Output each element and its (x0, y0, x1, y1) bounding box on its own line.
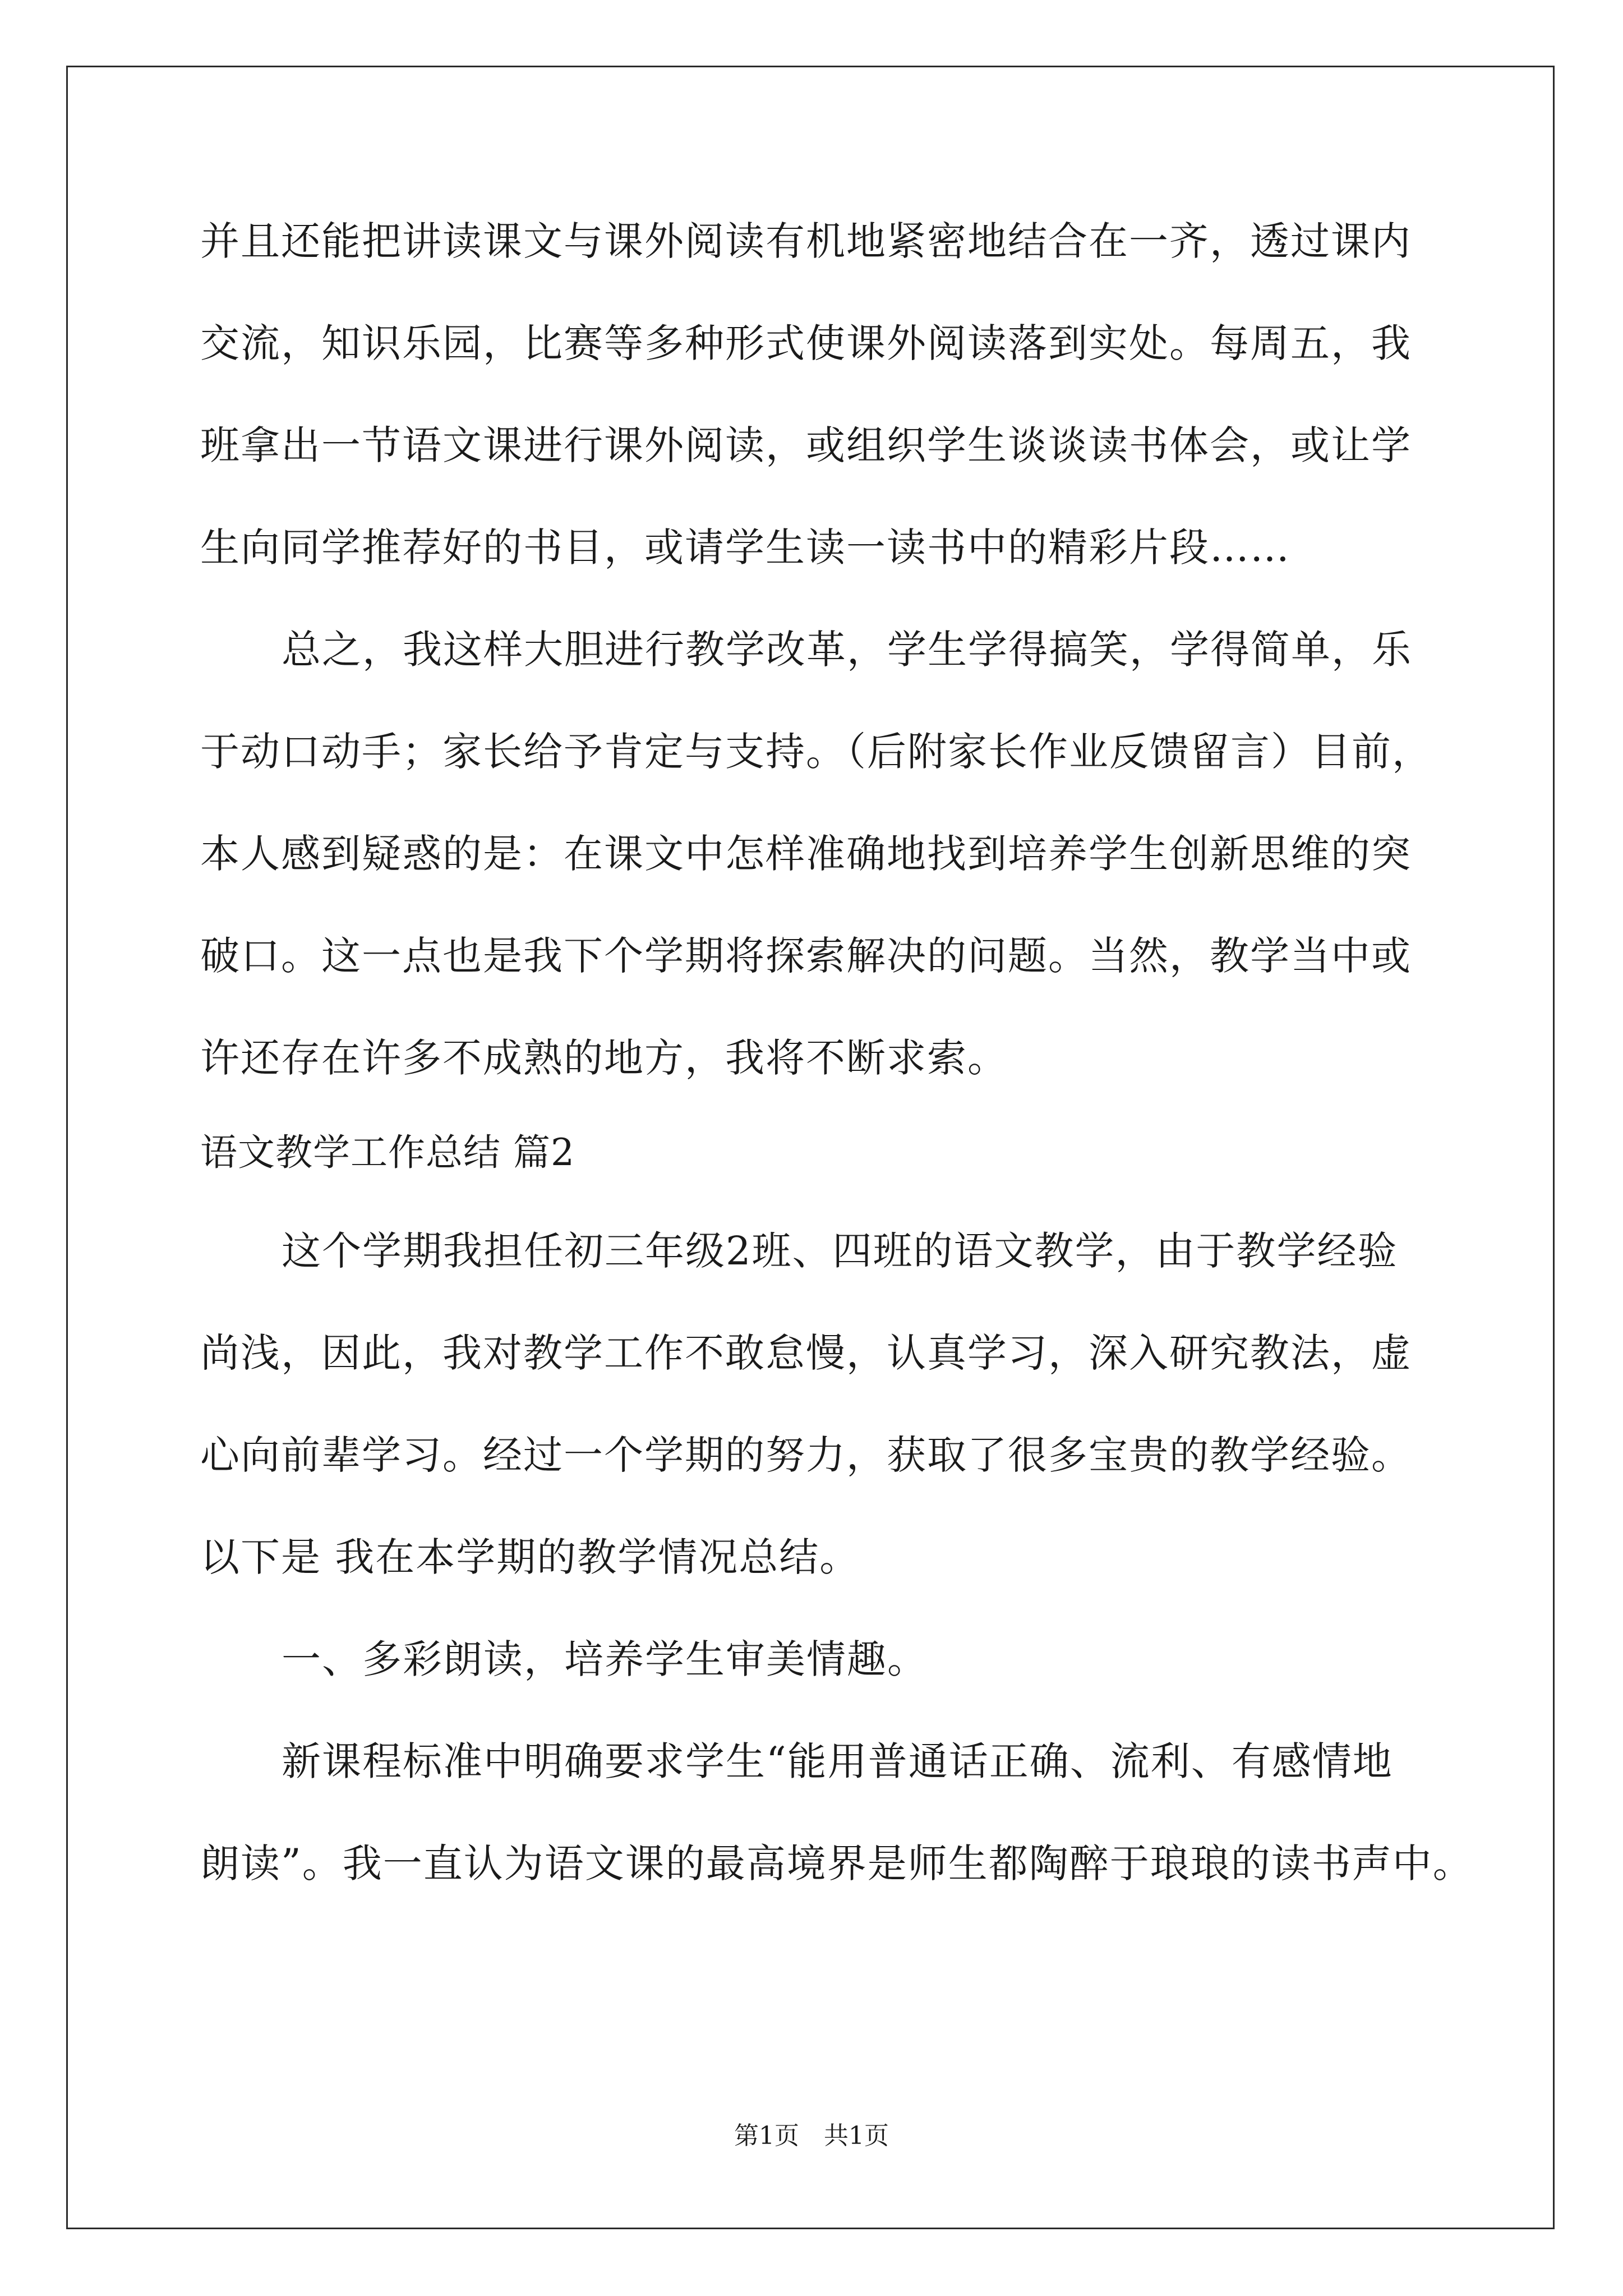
text-line: 许还存在许多不成熟的地方，我将不断求索。 (200, 1035, 1008, 1081)
paragraph-first-line: 新课程标准中明确要求学生“能用普通话正确、流利、有感情地 (282, 1738, 1393, 1784)
text-line: 本人感到疑惑的是：在课文中怎样准确地找到培养学生创新思维的突 (200, 831, 1412, 877)
text-line: 班拿出一节语文课进行课外阅读，或组织学生谈谈读书体会，或让学 (200, 422, 1412, 468)
text-line: 以下是 我在本学期的教学情况总结。 (200, 1534, 860, 1580)
page-number-footer: 第1页 共1页 (734, 2122, 889, 2150)
paragraph-first-line: 总之，我这样大胆进行教学改革，学生学得搞笑，学得简单，乐 (282, 627, 1412, 673)
text-line: 于动口动手；家长给予肯定与支持。（后附家长作业反馈留言）目前， (200, 729, 1432, 775)
text-line: 破口。这一点也是我下个学期将探索解决的问题。当然，教学当中或 (200, 933, 1412, 979)
paragraph-first-line: 这个学期我担任初三年级2班、四班的语文教学，由于教学经验 (282, 1228, 1398, 1274)
text-line: 交流，知识乐园，比赛等多种形式使课外阅读落到实处。每周五，我 (200, 320, 1412, 366)
text-line: 心向前辈学习。经过一个学期的努力，获取了很多宝贵的教学经验。 (200, 1432, 1412, 1478)
text-line: 生向同学推荐好的书目，或请学生读一读书中的精彩片段…… (200, 524, 1290, 570)
text-line: 尚浅，因此，我对教学工作不敢怠慢，认真学习，深入研究教法，虚 (200, 1330, 1412, 1376)
paragraph-first-line: 一、多彩朗读，培养学生审美情趣。 (282, 1636, 928, 1682)
text-line: 并且还能把讲读课文与课外阅读有机地紧密地结合在一齐，透过课内 (200, 218, 1412, 264)
text-line: 朗读”。我一直认为语文课的最高境界是师生都陶醉于琅琅的读书声中。 (200, 1841, 1473, 1887)
section-heading: 语文教学工作总结 篇2 (200, 1131, 575, 1174)
